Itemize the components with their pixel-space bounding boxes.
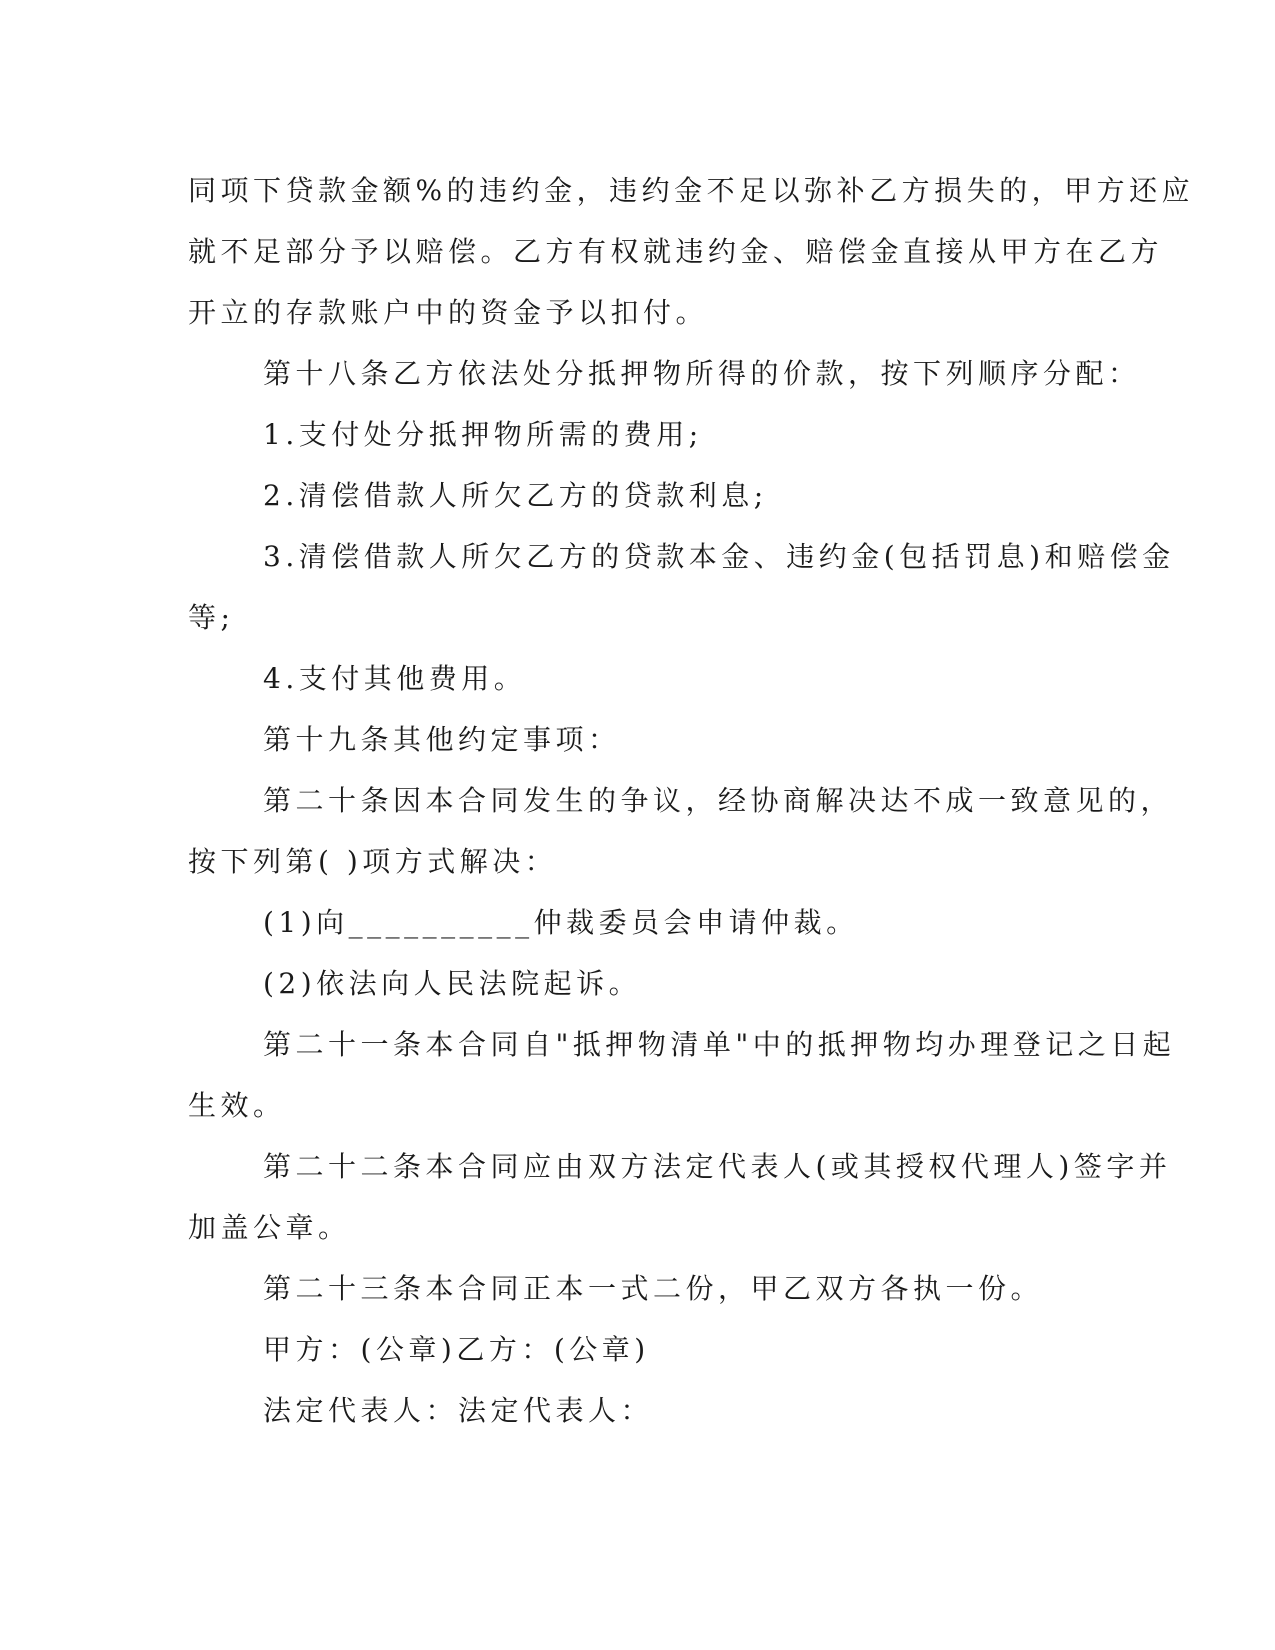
- list-item-4: 4.支付其他费用。: [263, 662, 527, 695]
- list-item-1: 1.支付处分抵押物所需的费用;: [263, 418, 703, 451]
- document-body: [188, 160, 1195, 1441]
- article-20: 第二十条因本合同发生的争议，经协商解决达不成一致意见的，: [263, 784, 1174, 817]
- text-line-2: 就不足部分予以赔偿。乙方有权就违约金、赔偿金直接从甲方在乙方: [188, 235, 1164, 268]
- list-item-2: 2.清偿借款人所欠乙方的贷款利息;: [263, 479, 768, 512]
- article-21-continued: 生效。: [188, 1089, 286, 1122]
- dispute-option-2: (2)依法向人民法院起诉。: [263, 967, 642, 1000]
- list-item-3-continued: 等;: [188, 601, 235, 634]
- article-19: 第十九条其他约定事项：: [263, 723, 621, 756]
- text-line-3: 开立的存款账户中的资金予以扣付。: [188, 296, 709, 329]
- article-21: 第二十一条本合同自"抵押物清单"中的抵押物均办理登记之日起: [263, 1028, 1176, 1061]
- article-18-heading: 第十八条乙方依法处分抵押物所得的价款，按下列顺序分配：: [263, 357, 1141, 390]
- dispute-option-1: (1)向__________仲裁委员会申请仲裁。: [263, 906, 859, 939]
- list-item-3: 3.清偿借款人所欠乙方的贷款本金、违约金(包括罚息)和赔偿金: [263, 540, 1175, 573]
- article-23: 第二十三条本合同正本一式二份，甲乙双方各执一份。: [263, 1272, 1044, 1305]
- article-22-continued: 加盖公章。: [188, 1211, 351, 1244]
- article-20-continued: 按下列第( )项方式解决：: [188, 845, 558, 878]
- article-22: 第二十二条本合同应由双方法定代表人(或其授权代理人)签字并: [263, 1150, 1172, 1183]
- party-seals-line: 甲方：(公章)乙方：(公章): [263, 1333, 650, 1366]
- legal-representatives-line: 法定代表人：法定代表人：: [263, 1394, 654, 1427]
- text-line-1: 同项下贷款金额%的违约金，违约金不足以弥补乙方损失的，甲方还应: [188, 174, 1195, 207]
